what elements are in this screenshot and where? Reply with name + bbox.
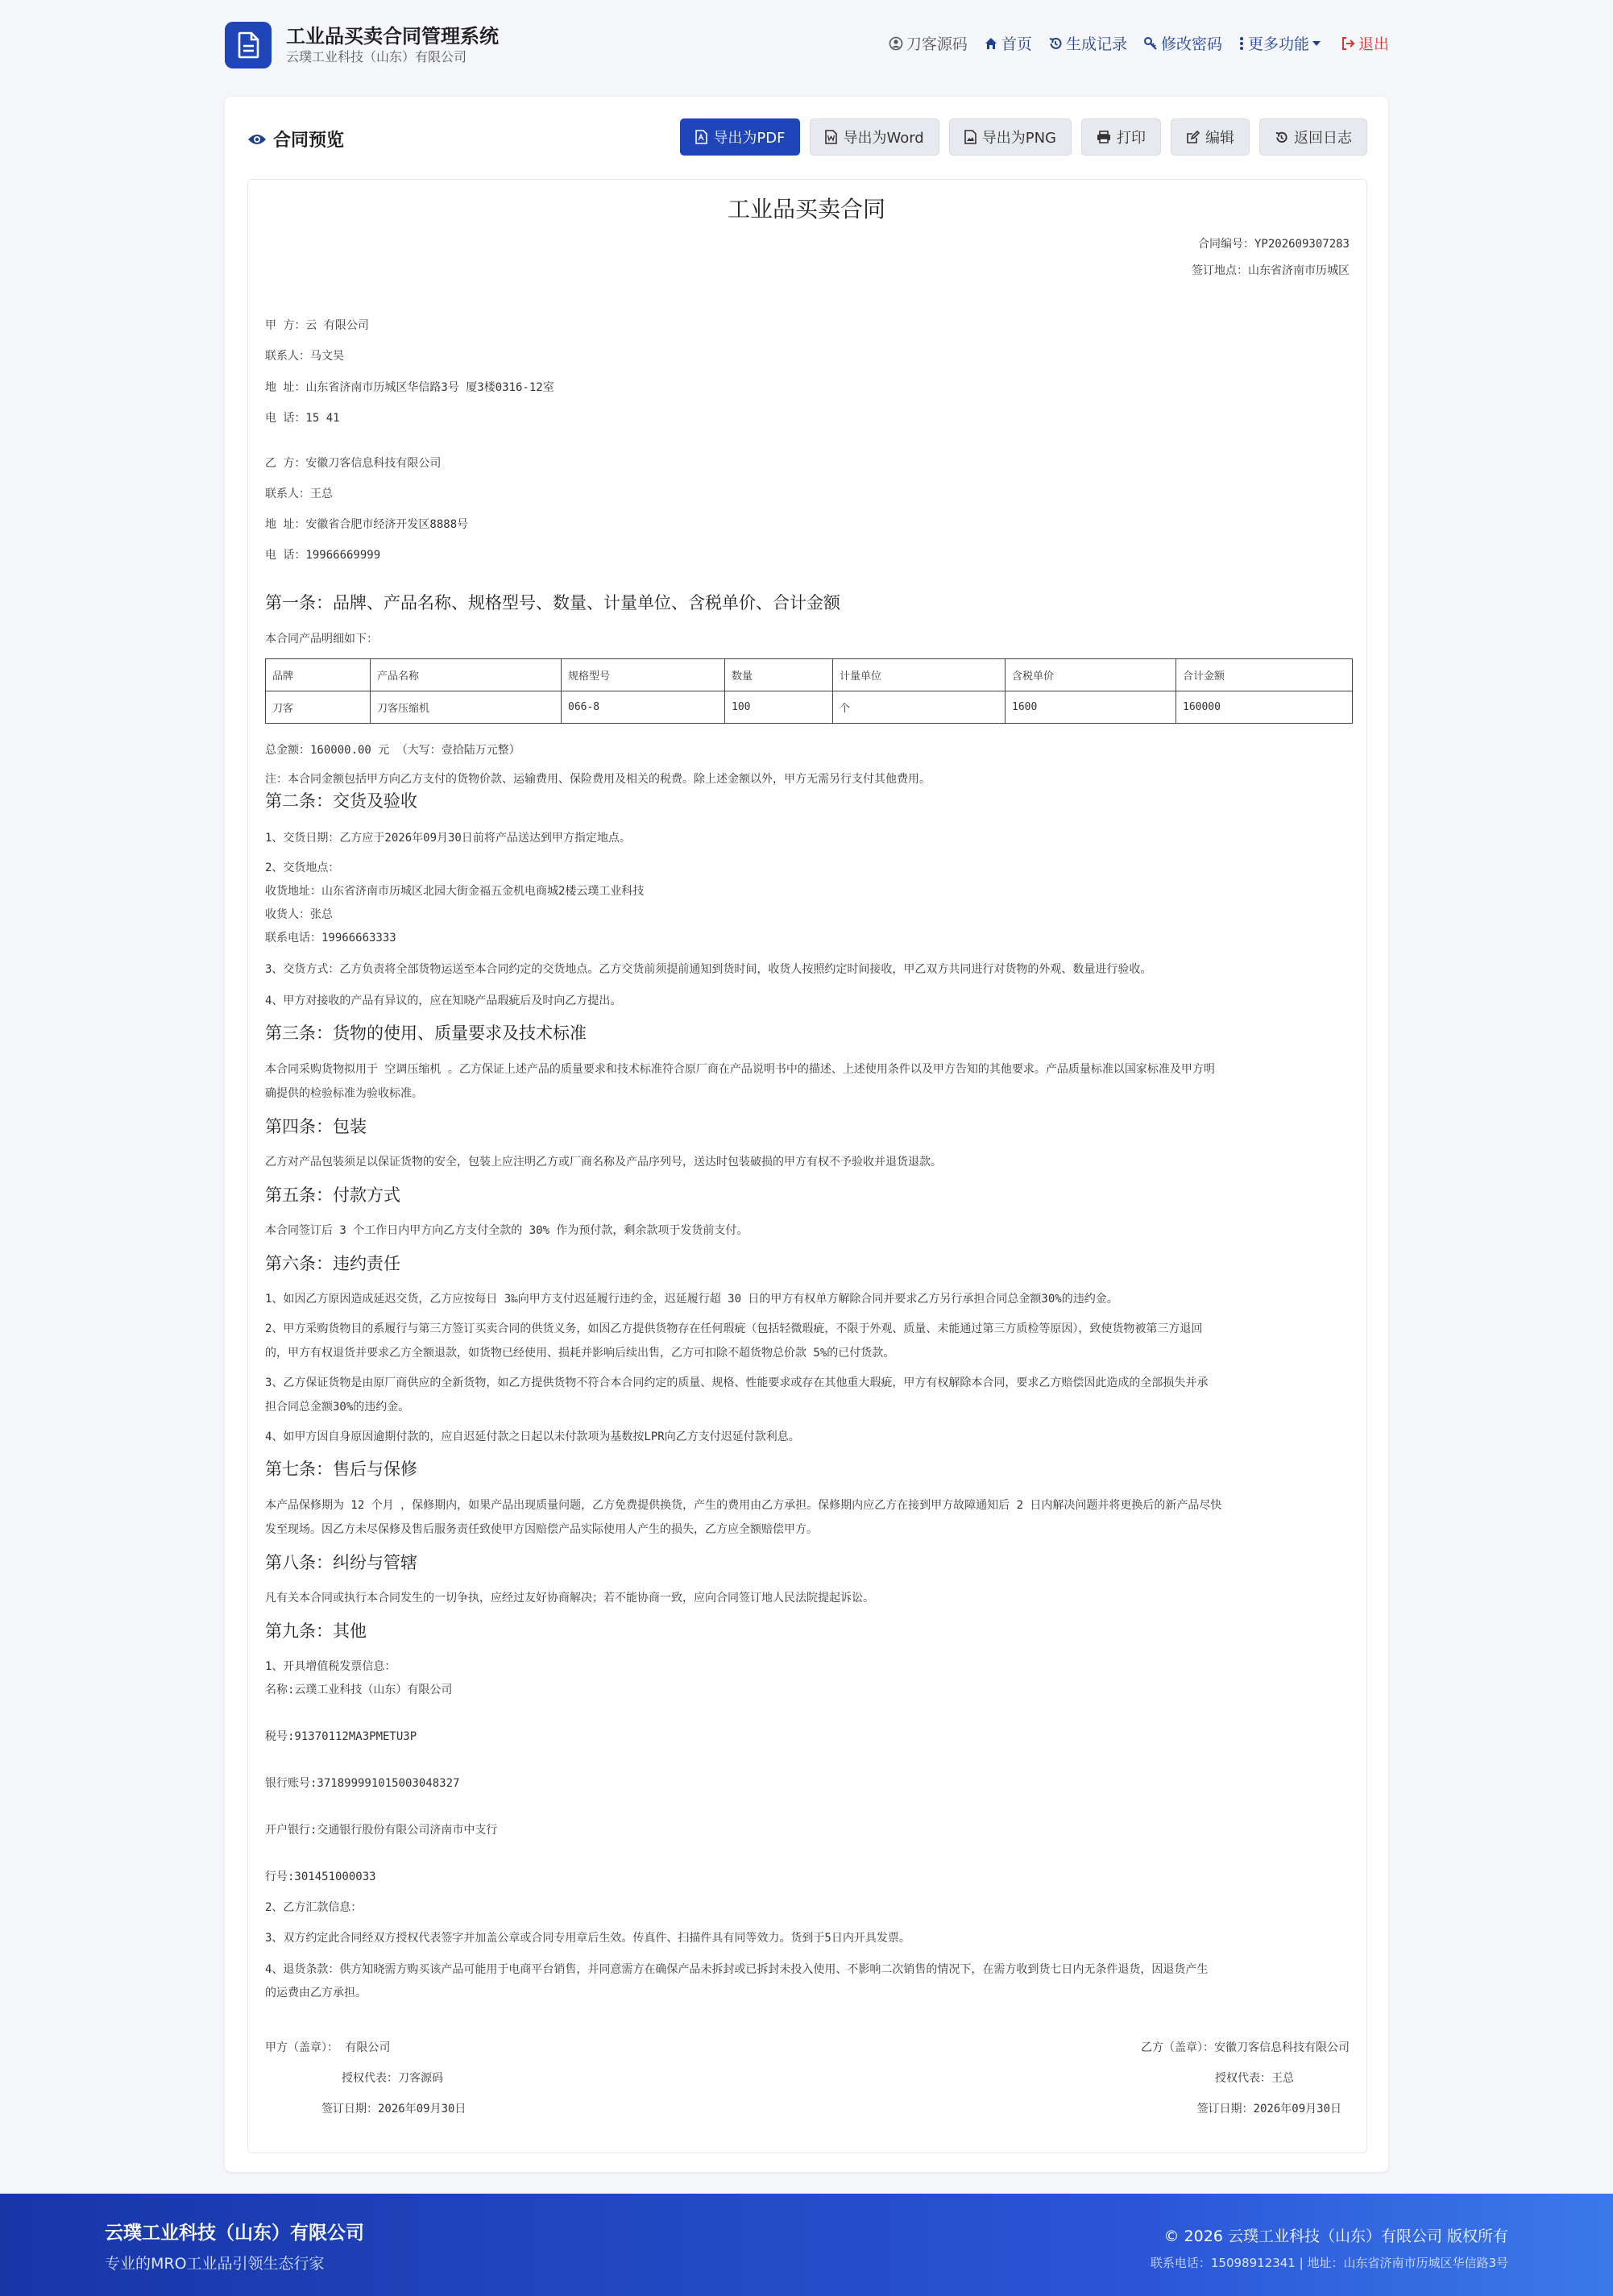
article-9-heading: 第九条：其他 — [265, 1621, 367, 1641]
article-9-line: 3、双方约定此合同经双方授权代表签字并加盖公章或合同专用章后生效。传真件、扫描件具有同等效力。货到于5日内开具发票。 — [265, 1932, 910, 1945]
article-6-line: 的，甲方有权退货并要求乙方全额退款，如货物已经使用、损耗并影响后续出售，乙方可扣除不超货物总价款 5%的已付货款。 — [265, 1347, 895, 1360]
article-7-line: 本产品保修期为 12 个月 ，保修期内，如果产品出现质量问题，乙方免费提供换货，产生的费用由乙方承担。保修期内应乙方在接到甲方故障通知后 2 日内解决问题并将更换后的新产品尽快 — [265, 1499, 1222, 1512]
print-icon — [1097, 131, 1111, 143]
export-pdf-button[interactable] — [680, 118, 800, 156]
card-header — [225, 97, 1388, 177]
card-title — [247, 127, 344, 152]
nav-menu — [873, 32, 1389, 54]
party-b-contact: 联系人：王总 — [265, 488, 333, 500]
cell-product: 刀客压缩机 — [371, 691, 562, 724]
nav-label: 首页 — [1001, 35, 1032, 53]
party-a-name: 甲 方：云 有限公司 — [265, 319, 369, 332]
nav-label: 退出 — [1358, 35, 1389, 53]
article-9-line: 税号:91370112MA3PMETU3P — [265, 1730, 417, 1743]
edit-icon — [1186, 131, 1200, 144]
article-2-line: 联系电话：19966663333 — [265, 932, 396, 945]
party-b-sign-date: 签订日期：2026年09月30日 — [1196, 2103, 1341, 2115]
app-title: 工业品买卖合同管理系统 — [286, 25, 499, 48]
image-file-icon — [964, 130, 977, 144]
article-9-line: 的运费由乙方承担。 — [265, 1987, 367, 1999]
cell-total: 160000 — [1176, 691, 1353, 724]
footer-copyright: © 2026 云璞工业科技（山东）有限公司 版权所有 — [1163, 2227, 1508, 2245]
footer-company: 云璞工业科技（山东）有限公司 — [105, 2223, 364, 2244]
col-unit: 计量单位 — [833, 659, 1006, 691]
nav-item-home[interactable] — [984, 32, 1032, 54]
site-footer — [0, 2194, 1613, 2296]
print-label: 打印 — [1117, 130, 1146, 147]
cell-unit: 个 — [833, 691, 1006, 724]
caret-down-icon — [1312, 39, 1321, 48]
edit-button[interactable] — [1171, 118, 1250, 156]
party-b-phone: 电 话：19966669999 — [265, 549, 381, 562]
export-word-button[interactable] — [810, 118, 939, 156]
party-a-address: 地 址：山东省济南市历城区华信路3号 厦3楼0316-12室 — [265, 381, 554, 394]
party-a-representative: 授权代表：刀客源码 — [342, 2072, 443, 2085]
article-5-line: 本合同签订后 3 个工作日内甲方向乙方支付全款的 30% 作为预付款，剩余款项于发货前支付。 — [265, 1224, 748, 1237]
article-2-line: 收货人：张总 — [265, 908, 333, 921]
cell-price: 1600 — [1006, 691, 1176, 724]
party-b-seal: 乙方（盖章）：安徽刀客信息科技有限公司 — [1141, 2041, 1350, 2054]
print-button[interactable] — [1081, 118, 1161, 156]
nav-item-logout[interactable] — [1341, 32, 1389, 54]
eye-icon — [247, 133, 267, 146]
article-7-line: 发至现场。因乙方未尽保修及售后服务责任致使甲方因赔偿产品实际使用人产生的损失，乙方应全额赔偿甲方。 — [265, 1523, 818, 1536]
back-to-log-label: 返回日志 — [1294, 130, 1352, 147]
article-9-line: 1、开具增值税发票信息： — [265, 1660, 396, 1673]
preview-card — [225, 97, 1388, 2172]
article-2-line: 1、交货日期：乙方应于2026年09月30日前将产品送达到甲方指定地点。 — [265, 832, 631, 845]
edit-label: 编辑 — [1205, 130, 1234, 147]
col-total: 合计金额 — [1176, 659, 1353, 691]
brand[interactable] — [225, 22, 499, 69]
article-8-heading: 第八条：纠纷与管辖 — [265, 1553, 417, 1572]
article-9-line: 2、乙方汇款信息： — [265, 1901, 363, 1914]
cell-qty: 100 — [725, 691, 833, 724]
history-icon — [1275, 131, 1288, 144]
cell-brand: 刀客 — [266, 691, 371, 724]
nav-label: 生成记录 — [1065, 35, 1127, 53]
more-vertical-icon — [1238, 36, 1245, 51]
party-b-name: 乙 方：安徽刀客信息科技有限公司 — [265, 457, 442, 470]
party-b-address: 地 址：安徽省合肥市经济开发区8888号 — [265, 518, 469, 531]
article-3-heading: 第三条：货物的使用、质量要求及技术标准 — [265, 1023, 587, 1043]
document-icon — [225, 22, 272, 69]
col-price: 含税单价 — [1006, 659, 1176, 691]
amount-note: 注：本合同金额包括甲方向乙方支付的货物价款、运输费用、保险费用及相关的税费。除上述金额以外，甲方无需另行支付其他费用。 — [265, 773, 931, 786]
party-b-representative: 授权代表：王总 — [1215, 2072, 1294, 2085]
export-png-button[interactable] — [949, 118, 1072, 156]
top-navbar — [0, 0, 1613, 89]
nav-item-password[interactable] — [1143, 32, 1222, 54]
table-row — [266, 691, 1353, 724]
article-6-line: 3、乙方保证货物是由原厂商供应的全新货物，如乙方提供货物不符合本合同约定的质量、规格、性能要求或存在其他重大瑕疵，甲方有权解除本合同，要求乙方赔偿因此造成的全部损失并承 — [265, 1376, 1209, 1389]
nav-item-more[interactable] — [1238, 32, 1325, 54]
party-a-seal: 甲方（盖章）： 有限公司 — [265, 2041, 391, 2054]
article-2-line: 2、交货地点： — [265, 862, 340, 874]
article-9-line: 名称:云璞工业科技（山东）有限公司 — [265, 1684, 453, 1696]
article-6-line: 1、如因乙方原因造成延迟交货，乙方应按每日 3‰向甲方支付迟延履行违约金，迟延履行超 30 日的甲方有权单方解除合同并要求乙方另行承担合同总金额30%的违约金。 — [265, 1293, 1118, 1306]
history-icon — [1048, 36, 1063, 51]
sign-place: 签订地点：山东省济南市历城区 — [1192, 264, 1350, 277]
logout-icon — [1341, 36, 1355, 51]
nav-label: 更多功能 — [1247, 35, 1309, 53]
contract-title: 工业品买卖合同 — [727, 196, 885, 222]
footer-slogan: 专业的MRO工业品引领生态行家 — [105, 2255, 325, 2273]
company-subtitle: 云璞工业科技（山东）有限公司 — [286, 49, 467, 64]
article-3-line: 本合同采购货物拟用于 空调压缩机 。乙方保证上述产品的质量要求和技术标准符合原厂商在产品说明书中的描述、上述使用条件以及甲方告知的其他要求。产品质量标准以国家标准及甲方明 — [265, 1063, 1215, 1076]
article-6-line: 2、甲方采购货物目的系履行与第三方签订买卖合同的供货义务，如因乙方提供货物存在任何瑕疵（包括轻微瑕疵，不限于外观、质量、未能通过第三方质检等原因），致使货物被第三方退回 — [265, 1322, 1203, 1335]
col-qty: 数量 — [725, 659, 833, 691]
nav-label: 修改密码 — [1160, 35, 1222, 53]
col-brand: 品牌 — [266, 659, 371, 691]
nav-label: 刀客源码 — [906, 35, 968, 53]
product-table — [265, 658, 1353, 724]
col-product: 产品名称 — [371, 659, 562, 691]
article-9-line: 开户银行:交通银行股份有限公司济南市中支行 — [265, 1824, 498, 1837]
article-3-line: 确提供的检验标准为验收标准。 — [265, 1087, 423, 1100]
article-2-heading: 第二条：交货及验收 — [265, 791, 417, 811]
party-a-phone: 电 话：15 41 — [265, 412, 340, 425]
card-title-text: 合同预览 — [273, 131, 345, 151]
article-2-line: 4、甲方对接收的产品有异议的，应在知晓产品瑕疵后及时向乙方提出。 — [265, 994, 622, 1007]
nav-item-source[interactable] — [889, 32, 968, 54]
export-word-label: 导出为Word — [843, 130, 924, 147]
contract-number: 合同编号：YP202609307283 — [1197, 238, 1350, 251]
pdf-file-icon — [695, 130, 707, 144]
article-4-line: 乙方对产品包装须足以保证货物的安全，包装上应注明乙方或厂商名称及产品序列号，送达时包装破损的甲方有权不予验收并退货退款。 — [265, 1156, 942, 1169]
user-circle-icon — [889, 36, 903, 51]
back-to-log-button[interactable] — [1259, 118, 1367, 156]
nav-item-history[interactable] — [1048, 32, 1127, 54]
total-amount: 总金额：160000.00 元 （大写：壹拾陆万元整） — [265, 744, 520, 757]
article-6-heading: 第六条：违约责任 — [265, 1254, 400, 1273]
article-6-line: 担合同总金额30%的违约金。 — [265, 1401, 410, 1414]
party-a-sign-date: 签订日期：2026年09月30日 — [321, 2103, 466, 2115]
table-header-row — [266, 659, 1353, 691]
word-file-icon — [825, 130, 837, 144]
export-pdf-label: 导出为PDF — [713, 130, 786, 147]
article-9-line: 行号:301451000033 — [265, 1870, 376, 1883]
article-1-intro: 本合同产品明细如下： — [265, 633, 378, 646]
article-8-line: 凡有关本合同或执行本合同发生的一切争执，应经过友好协商解决；若不能协商一致，应向合同签订地人民法院提起诉讼。 — [265, 1592, 874, 1605]
cell-spec: 066-8 — [562, 691, 725, 724]
article-9-line: 4、退货条款：供方知晓需方购买该产品可能用于电商平台销售，并同意需方在确保产品未拆封或已拆封未投入使用、不影响二次销售的情况下，在需方收到货七日内无条件退货，因退货产生 — [265, 1963, 1209, 1976]
export-png-label: 导出为PNG — [981, 130, 1056, 147]
party-a-contact: 联系人：马文昊 — [265, 350, 344, 363]
article-7-heading: 第七条：售后与保修 — [265, 1459, 417, 1479]
article-2-line: 3、交货方式：乙方负责将全部货物运送至本合同约定的交货地点。乙方交货前须提前通知到货时间，收货人按照约定时间接收，甲乙双方共同进行对货物的外观、数量进行验收。 — [265, 963, 1152, 976]
footer-contact: 联系电话：15098912341 | 地址：山东省济南市历城区华信路3号 — [1150, 2256, 1508, 2270]
article-1-heading: 第一条：品牌、产品名称、规格型号、数量、计量单位、含税单价、合计金额 — [265, 593, 840, 612]
article-9-line: 银行账号:371899991015003048327 — [265, 1777, 460, 1790]
article-5-heading: 第五条：付款方式 — [265, 1185, 400, 1205]
article-2-line: 收货地址：山东省济南市历城区北园大街金福五金机电商城2楼云璞工业科技 — [265, 885, 645, 898]
export-toolbar — [670, 118, 1367, 156]
article-4-heading: 第四条：包装 — [265, 1117, 367, 1136]
key-icon — [1143, 36, 1158, 51]
col-spec: 规格型号 — [562, 659, 725, 691]
article-6-line: 4、如甲方因自身原因逾期付款的，应自迟延付款之日起以未付款项为基数按LPR向乙方支付迟延付款利息。 — [265, 1430, 800, 1443]
home-icon — [984, 36, 998, 51]
